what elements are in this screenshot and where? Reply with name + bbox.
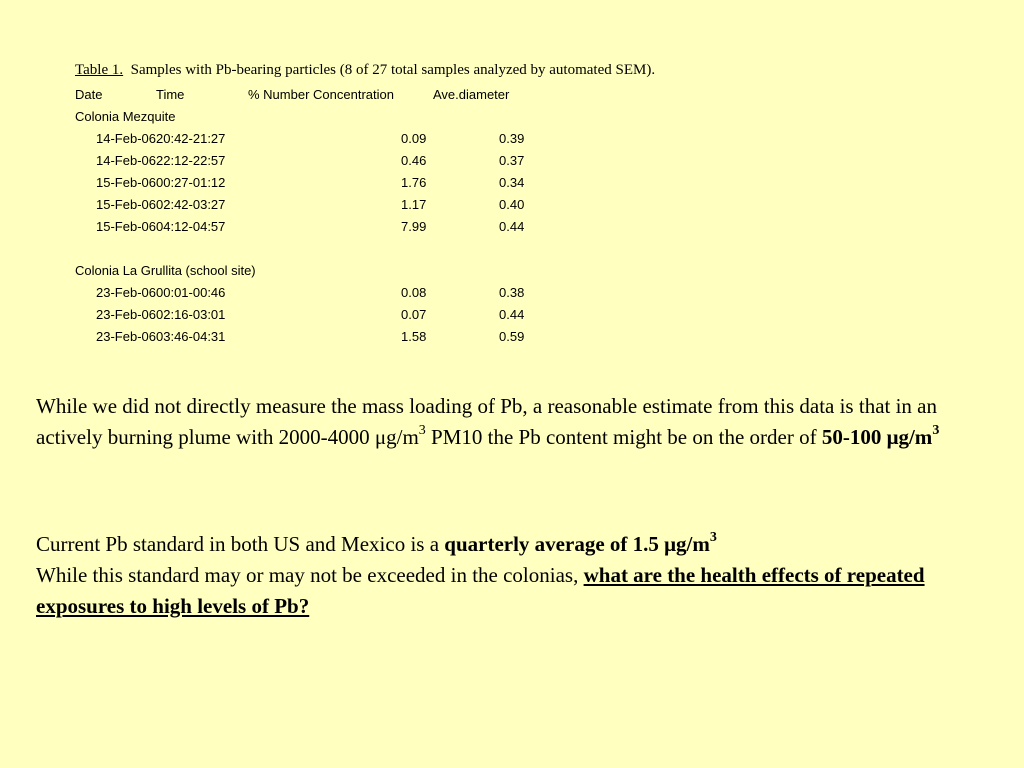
cell-diameter: 0.38	[499, 285, 525, 300]
cell-time: 20:42-21:27	[156, 131, 226, 146]
cell-time: 22:12-22:57	[156, 153, 226, 168]
cell-concentration: 1.58	[401, 329, 427, 344]
header-ave-diameter: Ave.diameter	[433, 87, 510, 102]
mass-loading-paragraph	[36, 391, 996, 453]
cell-date: 15-Feb-06	[96, 219, 156, 234]
superscript: 3	[418, 423, 426, 438]
site-name-la-grullita: Colonia La Grullita (school site)	[75, 263, 256, 278]
cell-concentration: 0.09	[401, 131, 427, 146]
standard-value: quarterly average of 1.5 μg/m	[444, 532, 710, 556]
cell-time: 02:16-03:01	[156, 307, 226, 322]
site-name-mezquite: Colonia Mezquite	[75, 109, 176, 124]
cell-date: 23-Feb-06	[96, 285, 156, 300]
cell-date: 14-Feb-06	[96, 153, 156, 168]
cell-concentration: 1.17	[401, 197, 427, 212]
cell-diameter: 0.37	[499, 153, 525, 168]
cell-concentration: 0.08	[401, 285, 427, 300]
cell-date: 15-Feb-06	[96, 175, 156, 190]
paragraph2-text-a: Current Pb standard in both US and Mexico is a	[36, 532, 445, 556]
header-number-concentration: % Number Concentration	[248, 87, 394, 102]
standard-bold	[444, 532, 717, 556]
table-caption-text: Samples with Pb-bearing particles (8 of 27 total samples analyzed by automated SEM).	[130, 62, 656, 78]
cell-concentration: 7.99	[401, 219, 427, 234]
header-time: Time	[156, 87, 185, 102]
cell-date: 14-Feb-06	[96, 131, 156, 146]
cell-diameter: 0.59	[499, 329, 525, 344]
cell-concentration: 0.07	[401, 307, 427, 322]
cell-date: 15-Feb-06	[96, 197, 156, 212]
paragraph2-second-sentence	[36, 560, 996, 622]
cell-time: 02:42-03:27	[156, 197, 226, 212]
pb-estimate-value: 50-100 μg/m	[821, 425, 933, 449]
table-caption	[75, 62, 655, 79]
cell-concentration: 0.46	[401, 153, 427, 168]
cell-date: 23-Feb-06	[96, 329, 156, 344]
cell-time: 03:46-04:31	[156, 329, 226, 344]
superscript: 3	[709, 530, 717, 545]
superscript: 3	[932, 423, 940, 438]
cell-diameter: 0.39	[499, 131, 525, 146]
paragraph2-text-b: While this standard may or may not be exceeded in the colonias,	[36, 563, 584, 587]
pb-estimate-bold	[822, 425, 939, 449]
paragraph1-text-a: While we did not directly measure the mass loading of Pb, a reasonable estimate from this data is that in an actively burning plume with 2000-4000 μg/m	[36, 394, 938, 449]
header-date: Date	[75, 87, 103, 102]
cell-diameter: 0.44	[499, 307, 525, 322]
cell-diameter: 0.40	[499, 197, 525, 212]
cell-time: 00:27-01:12	[156, 175, 226, 190]
cell-time: 00:01-00:46	[156, 285, 226, 300]
cell-diameter: 0.44	[499, 219, 525, 234]
cell-concentration: 1.76	[401, 175, 427, 190]
cell-time: 04:12-04:57	[156, 219, 226, 234]
table-label: Table 1.	[75, 62, 124, 78]
standard-paragraph	[36, 529, 996, 622]
cell-diameter: 0.34	[499, 175, 525, 190]
paragraph1-text-b: PM10 the Pb content might be on the order of	[425, 425, 822, 449]
cell-date: 23-Feb-06	[96, 307, 156, 322]
health-effects-question: what are the health effects of repeated exposures to high levels of Pb?	[36, 563, 925, 618]
